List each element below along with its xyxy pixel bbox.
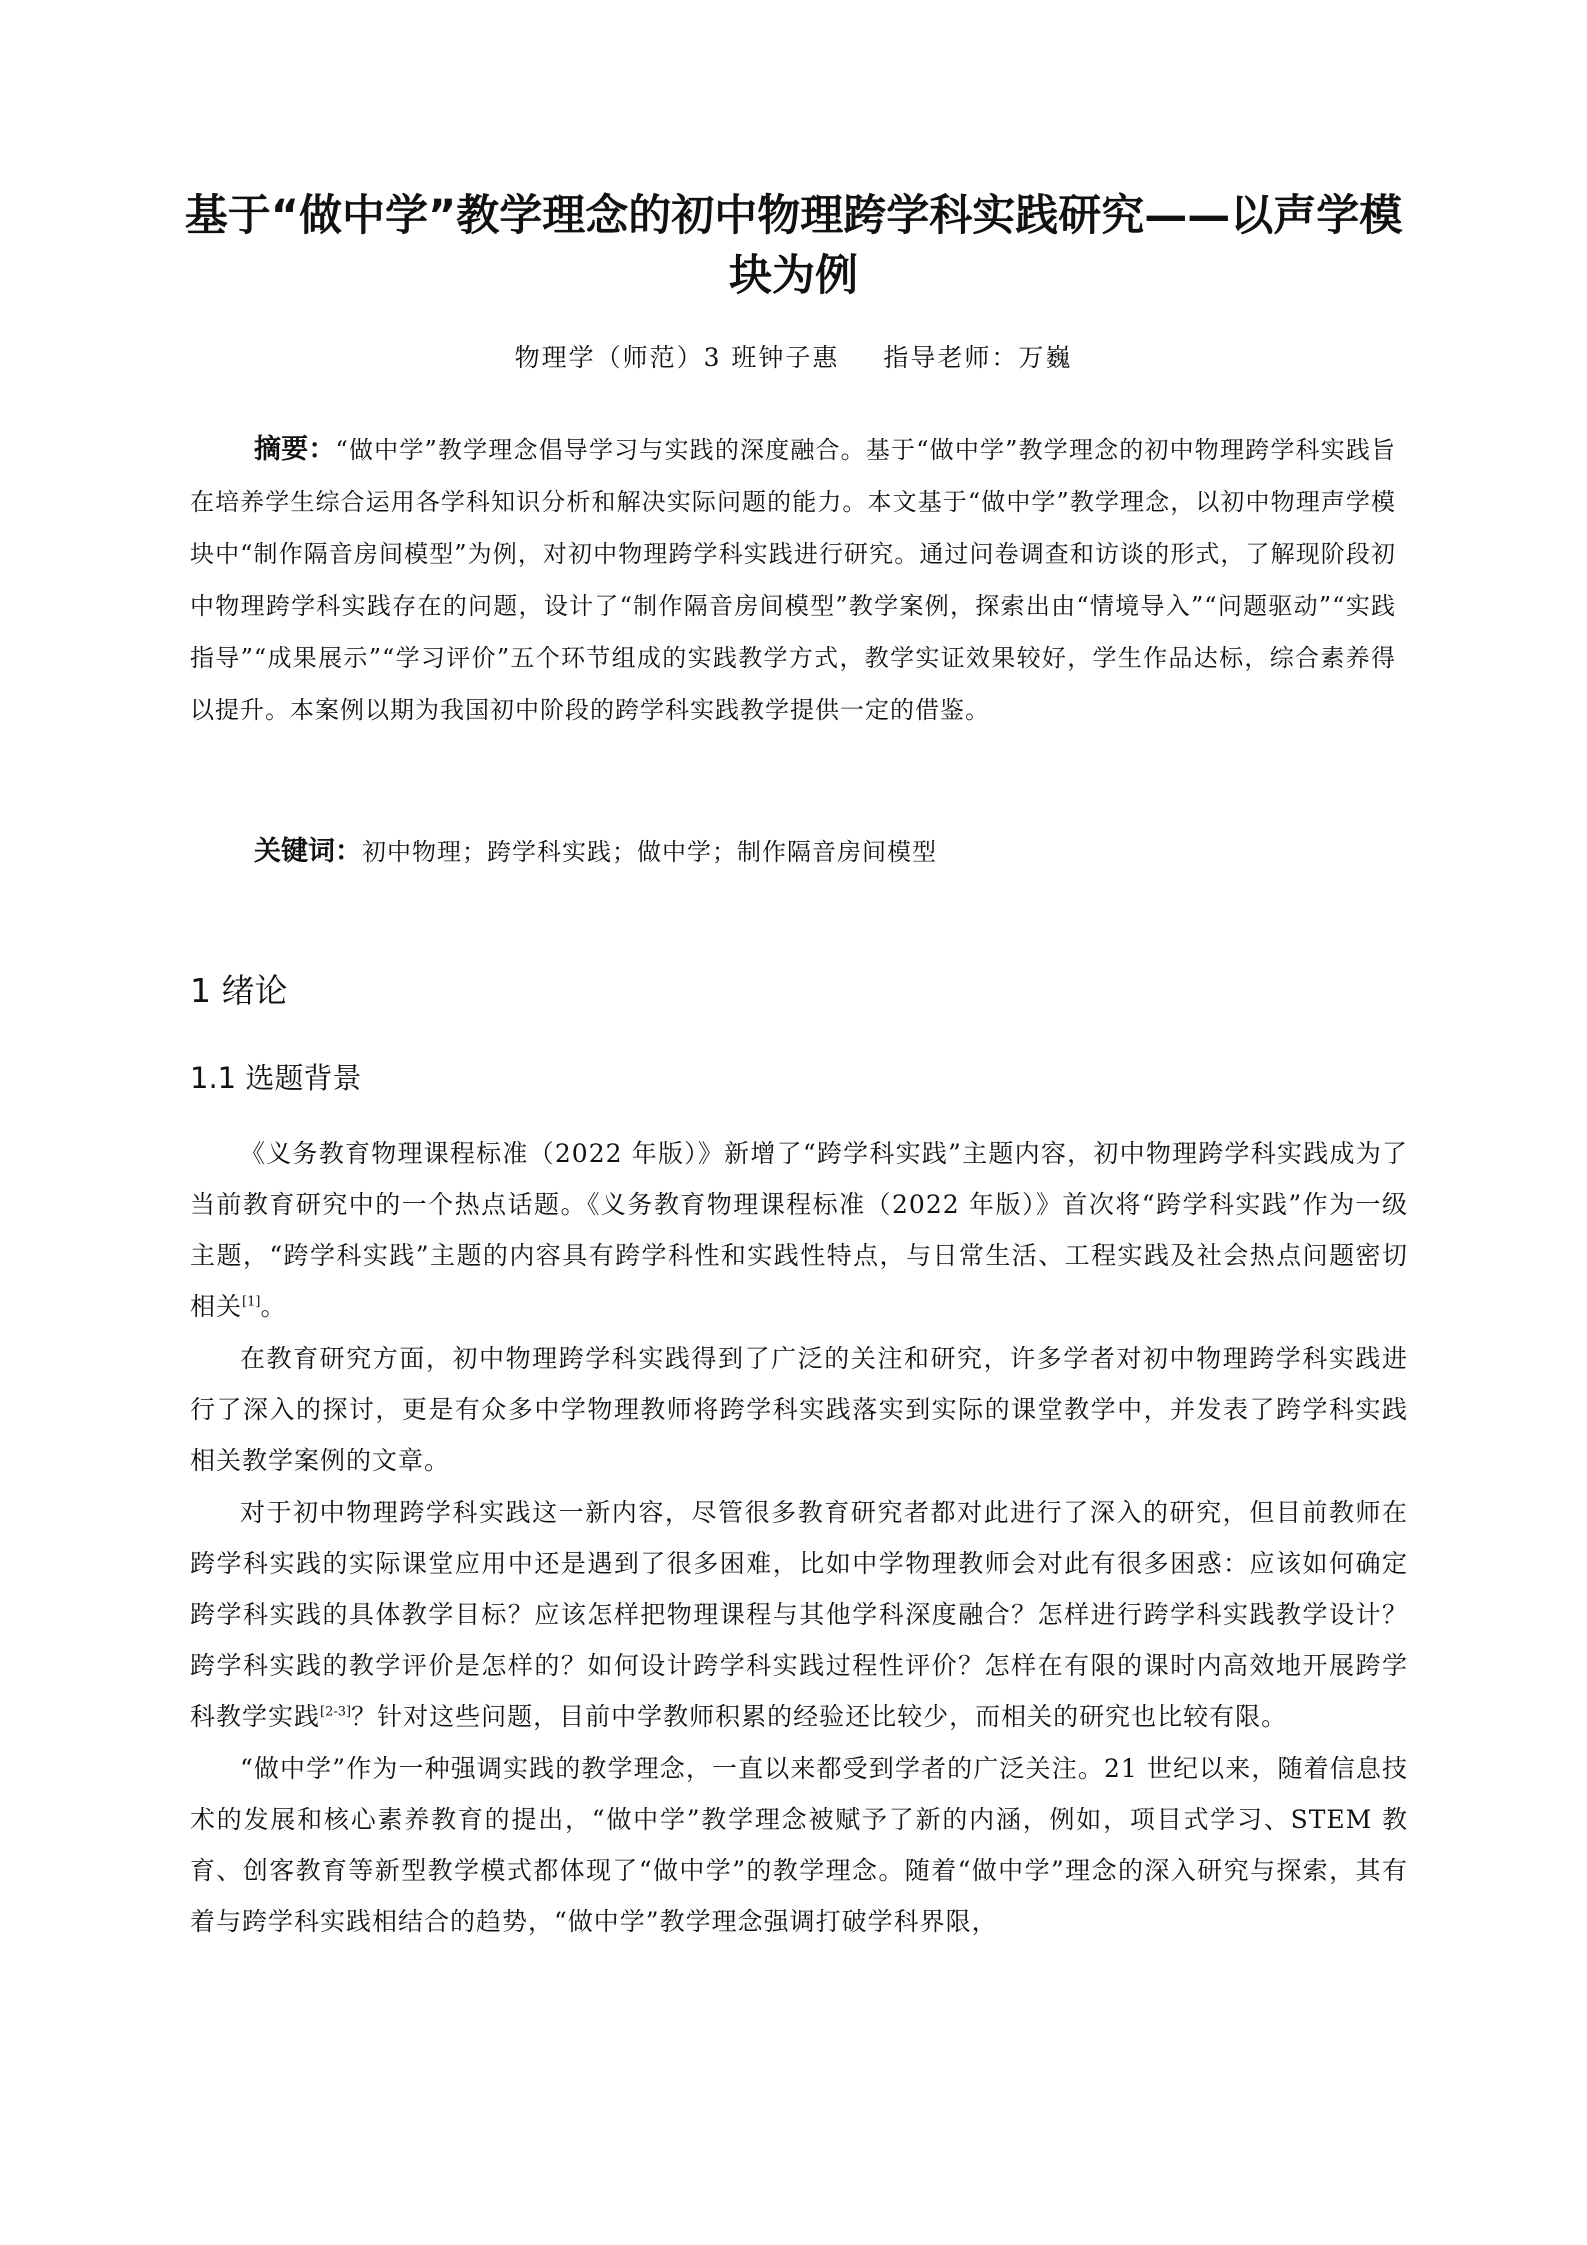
paragraph — [190, 1128, 1408, 1332]
paper-title: 基于“做中学”教学理念的初中物理跨学科实践研究——以声学模块为例 — [184, 191, 1403, 301]
paragraph-text: “做中学”作为一种强调实践的教学理念，一直以来都受到学者的广泛关注。21 世纪以来，随着信息技术的发展和核心素养教育的提出，“做中学”教学理念被赋予了新的内涵，例如，项目式学习、STEM 教育、创客教育等新型教学模式都体现了“做中学”的教学理念。随着“做中学”理念的深入研究与探索，其有着与跨学科实践相结合的趋势，“做中学”教学理念强调打破学科界限， — [190, 1754, 1408, 1936]
subsection-heading: 1.1 选题背景 — [190, 1061, 362, 1095]
citation: [2-3] — [320, 1704, 352, 1720]
section-body — [190, 1128, 1408, 1947]
section-heading: 1 绪论 — [190, 971, 288, 1010]
citation: [1] — [242, 1294, 261, 1310]
paragraph-text: 在教育研究方面，初中物理跨学科实践得到了广泛的关注和研究，许多学者对初中物理跨学科实践进行了深入的探讨，更是有众多中学物理教师将跨学科实践落实到实际的课堂教学中，并发表了跨学科实践相关教学案例的文章。 — [190, 1344, 1408, 1475]
abstract-label: 摘要： — [254, 434, 336, 465]
abstract-text: “做中学”教学理念倡导学习与实践的深度融合。基于“做中学”教学理念的初中物理跨学科实践旨在培养学生综合运用各学科知识分析和解决实际问题的能力。本文基于“做中学”教学理念，以初中物理声学模块中“制作隔音房间模型”为例，对初中物理跨学科实践进行研究。通过问卷调查和访谈的形式，了解现阶段初中物理跨学科实践存在的问题，设计了“制作隔音房间模型”教学案例，探索出由“情境导入”“问题驱动”“实践指导”“成果展示”“学习评价”五个环节组成的实践教学方式，教学实证效果较好，学生作品达标，综合素养得以提升。本案例以期为我国初中阶段的跨学科实践教学提供一定的借鉴。 — [190, 436, 1397, 724]
author-student: 物理学（师范）3 班钟子惠 — [514, 343, 840, 372]
paragraph — [190, 1333, 1408, 1486]
paragraph-text-after: 。 — [260, 1292, 287, 1321]
keywords-label: 关键词： — [254, 836, 362, 867]
keywords-text: 初中物理；跨学科实践；做中学；制作隔音房间模型 — [362, 838, 937, 866]
abstract — [190, 424, 1396, 736]
paragraph — [190, 1487, 1408, 1742]
paragraph — [190, 1743, 1408, 1947]
author-line — [170, 340, 1417, 376]
paragraph-text: 对于初中物理跨学科实践这一新内容，尽管很多教育研究者都对此进行了深入的研究，但目前教师在跨学科实践的实际课堂应用中还是遇到了很多困难，比如中学物理教师会对此有很多困惑：应该如何确定跨学科实践的具体教学目标？应该怎样把物理课程与其他学科深度融合？怎样进行跨学科实践教学设计？跨学科实践的教学评价是怎样的？如何设计跨学科实践过程性评价？怎样在有限的课时内高效地开展跨学科教学实践 — [190, 1498, 1408, 1731]
keywords — [254, 830, 1396, 874]
author-advisor: 指导老师：万巍 — [883, 343, 1073, 372]
paragraph-text-after: ？针对这些问题，目前中学教师积累的经验还比较少，而相关的研究也比较有限。 — [351, 1702, 1288, 1731]
paragraph-text: 《义务教育物理课程标准（2022 年版）》新增了“跨学科实践”主题内容，初中物理跨学科实践成为了当前教育研究中的一个热点话题。《义务教育物理课程标准（2022 年版）》首次将“跨学科实践”作为一级主题，“跨学科实践”主题的内容具有跨学科性和实践性特点，与日常生活、工程实践及社会热点问题密切相关 — [190, 1139, 1408, 1321]
